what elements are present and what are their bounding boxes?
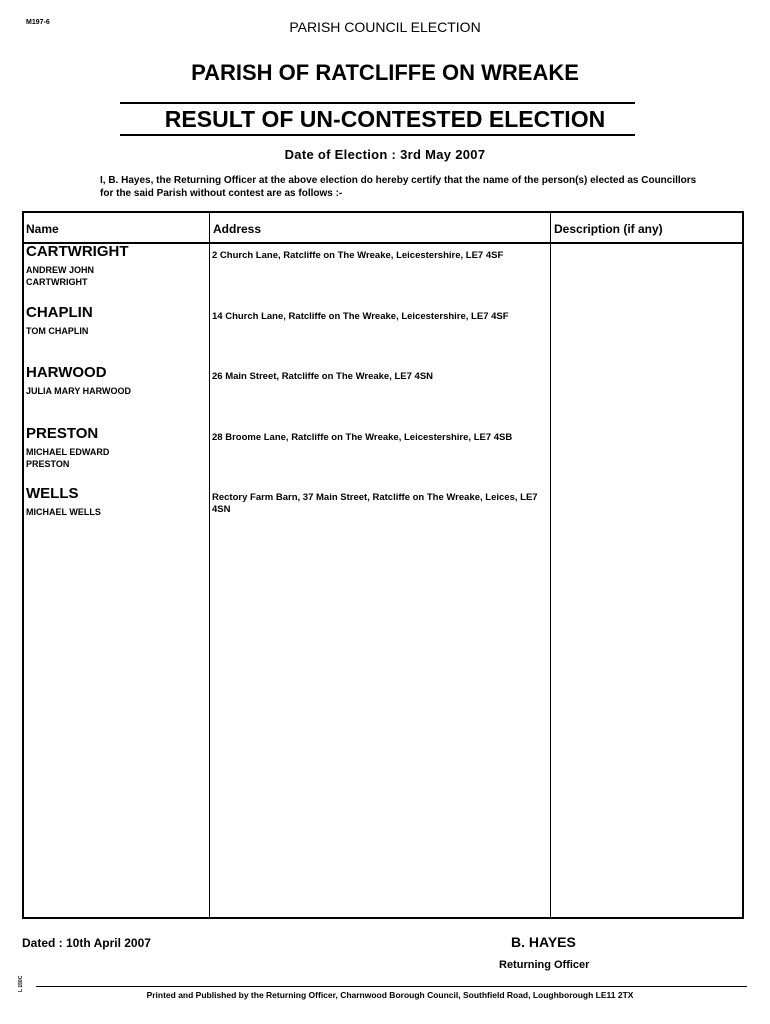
election-date: Date of Election : 3rd May 2007: [284, 147, 486, 162]
candidate-address: 28 Broome Lane, Ratcliffe on The Wreake, Leicestershire, LE7 4SB: [212, 432, 513, 443]
table-row: [24, 364, 742, 424]
table-row: [24, 485, 742, 545]
side-code: L 150C: [18, 975, 24, 992]
certificate-text: I, B. Hayes, the Returning Officer at the above election do hereby certify that the name of the person(s) elected as Councillors for the said Parish without contest are as follows :-: [100, 175, 697, 199]
candidate-surname: CHAPLIN: [26, 304, 93, 321]
form-code: M197-6: [26, 19, 50, 26]
candidate-address: 26 Main Street, Ratcliffe on The Wreake, LE7 4SN: [212, 371, 434, 382]
candidate-forenames: MICHAEL WELLS: [26, 507, 101, 517]
candidate-surname: WELLS: [26, 485, 79, 502]
signatory-name: B. HAYES: [511, 934, 576, 950]
candidate-address: Rectory Farm Barn, 37 Main Street, Ratcliffe on The Wreake, Leices, LE7 4SN: [212, 492, 538, 515]
results-table: [22, 211, 744, 919]
candidate-forenames: ANDREW JOHN CARTWRIGHT: [26, 265, 95, 287]
printed-by: Printed and Published by the Returning Officer, Charnwood Borough Council, Southfield Road, Loughborough LE11 2TX: [146, 990, 634, 1000]
candidate-forenames: MICHAEL EDWARD PRESTON: [26, 447, 110, 469]
candidate-address: 2 Church Lane, Ratcliffe on The Wreake, Leicestershire, LE7 4SF: [212, 250, 504, 261]
title-rule-bottom: [120, 134, 635, 136]
header-title: PARISH COUNCIL ELECTION: [289, 19, 481, 35]
parish-title: PARISH OF RATCLIFFE ON WREAKE: [191, 60, 579, 85]
result-title: RESULT OF UN-CONTESTED ELECTION: [164, 106, 606, 132]
candidate-forenames: JULIA MARY HARWOOD: [26, 386, 132, 396]
candidate-surname: HARWOOD: [26, 364, 107, 381]
column-header-address: Address: [213, 222, 262, 236]
table-row: [24, 304, 742, 364]
dated-line: Dated : 10th April 2007: [22, 936, 151, 950]
candidate-address: 14 Church Lane, Ratcliffe on The Wreake, Leicestershire, LE7 4SF: [212, 311, 509, 322]
candidate-forenames: TOM CHAPLIN: [26, 326, 89, 336]
footer-rule: [36, 986, 747, 987]
candidate-surname: CARTWRIGHT: [26, 243, 129, 260]
title-rule-top: [120, 102, 635, 104]
table-row: [24, 243, 742, 303]
table-row: [24, 425, 742, 485]
column-header-name: Name: [26, 222, 59, 236]
signatory-role: Returning Officer: [499, 959, 590, 971]
candidate-surname: PRESTON: [26, 425, 99, 442]
column-header-description: Description (if any): [554, 222, 663, 236]
